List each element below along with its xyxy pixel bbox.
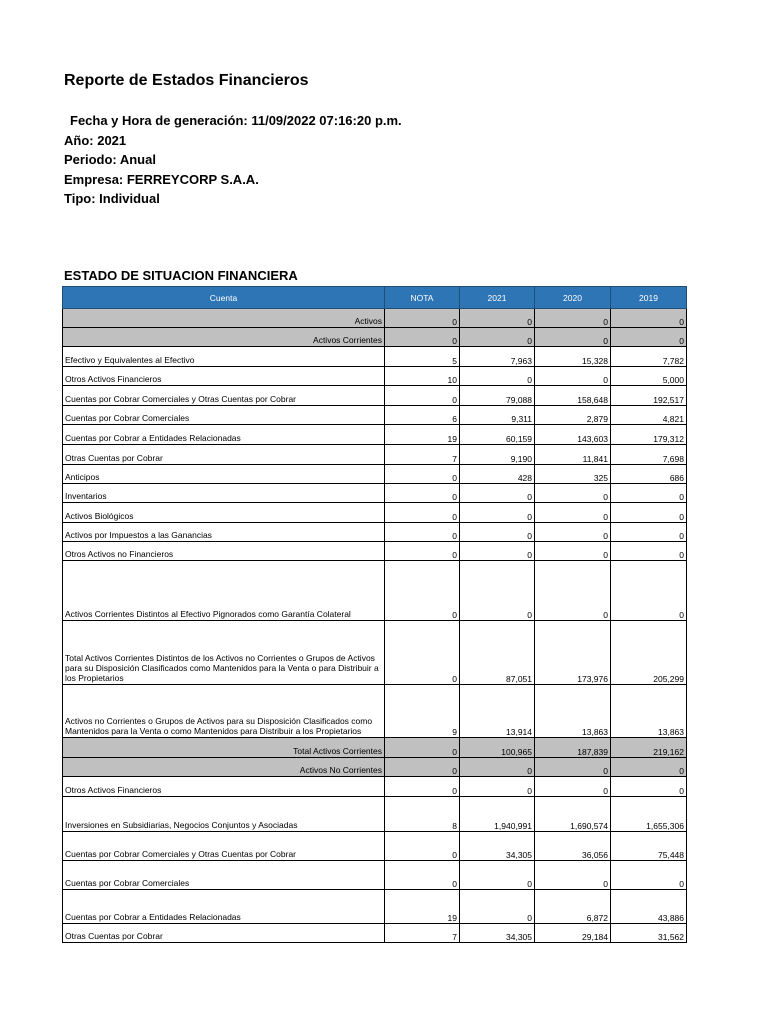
table-header-row: [63, 287, 687, 309]
header-2019: 2019: [611, 287, 687, 309]
table-row: [63, 861, 687, 890]
row-label: Total Activos Corrientes: [63, 738, 385, 758]
row-value-2021: 87,051: [460, 621, 535, 685]
table-row: [63, 685, 687, 738]
row-value-2021: 0: [460, 484, 535, 503]
row-value-2020: 15,328: [535, 347, 611, 367]
row-nota: 7: [385, 445, 460, 465]
row-nota: 0: [385, 777, 460, 797]
row-value-2021: 0: [460, 890, 535, 924]
row-label: Otras Cuentas por Cobrar: [63, 445, 385, 465]
row-value-2020: 0: [535, 777, 611, 797]
row-label: Cuentas por Cobrar Comerciales y Otras Cuentas por Cobrar: [63, 832, 385, 861]
row-value-2020: 0: [535, 367, 611, 386]
row-value-2020: 173,976: [535, 621, 611, 685]
row-value-2019: 43,886: [611, 890, 687, 924]
row-label: Inversiones en Subsidiarias, Negocios Conjuntos y Asociadas: [63, 797, 385, 832]
row-label: Otros Activos no Financieros: [63, 542, 385, 561]
row-value-2019: 192,517: [611, 386, 687, 406]
row-value-2019: 13,863: [611, 685, 687, 738]
table-row: [63, 328, 687, 347]
row-nota: 6: [385, 406, 460, 425]
row-value-2021: 60,159: [460, 425, 535, 445]
row-value-2021: 34,305: [460, 924, 535, 943]
row-label: Cuentas por Cobrar a Entidades Relacionadas: [63, 425, 385, 445]
row-nota: 0: [385, 328, 460, 347]
row-value-2019: 7,698: [611, 445, 687, 465]
row-nota: 0: [385, 523, 460, 542]
row-nota: 5: [385, 347, 460, 367]
row-value-2019: 0: [611, 503, 687, 523]
row-value-2019: 75,448: [611, 832, 687, 861]
row-value-2019: 5,000: [611, 367, 687, 386]
row-value-2021: 0: [460, 328, 535, 347]
table-row: [63, 542, 687, 561]
row-value-2021: 0: [460, 523, 535, 542]
report-title: Reporte de Estados Financieros: [64, 72, 309, 89]
table-row: [63, 890, 687, 924]
row-value-2021: 428: [460, 465, 535, 484]
header-nota: NOTA: [385, 287, 460, 309]
table-row: [63, 347, 687, 367]
row-label: Cuentas por Cobrar Comerciales: [63, 406, 385, 425]
statement-title: ESTADO DE SITUACION FINANCIERA: [64, 268, 298, 283]
row-value-2021: 0: [460, 777, 535, 797]
row-value-2020: 0: [535, 523, 611, 542]
row-label: Otros Activos Financieros: [63, 367, 385, 386]
row-nota: 0: [385, 861, 460, 890]
row-label: Activos Corrientes Distintos al Efectivo Pignorados como Garantía Colateral: [63, 561, 385, 621]
row-value-2021: 0: [460, 542, 535, 561]
row-nota: 0: [385, 542, 460, 561]
row-value-2021: 0: [460, 503, 535, 523]
table-row: [63, 386, 687, 406]
table-row: [63, 738, 687, 758]
row-value-2021: 0: [460, 861, 535, 890]
header-cuenta: Cuenta: [63, 287, 385, 309]
financial-statement-table: [62, 286, 687, 943]
row-value-2019: 0: [611, 777, 687, 797]
table-row: [63, 924, 687, 943]
row-nota: 0: [385, 758, 460, 777]
table-row: [63, 621, 687, 685]
row-nota: 19: [385, 890, 460, 924]
row-value-2020: 325: [535, 465, 611, 484]
report-year: Año: 2021: [64, 133, 127, 148]
table-row: [63, 406, 687, 425]
row-value-2021: 34,305: [460, 832, 535, 861]
row-nota: 10: [385, 367, 460, 386]
row-nota: 0: [385, 465, 460, 484]
row-value-2020: 2,879: [535, 406, 611, 425]
header-2021: 2021: [460, 287, 535, 309]
row-nota: 7: [385, 924, 460, 943]
row-label: Anticipos: [63, 465, 385, 484]
row-nota: 0: [385, 503, 460, 523]
row-label: Otras Cuentas por Cobrar: [63, 924, 385, 943]
table-row: [63, 797, 687, 832]
row-label: Cuentas por Cobrar a Entidades Relacionadas: [63, 890, 385, 924]
table-body: [63, 309, 687, 943]
row-value-2019: 1,655,306: [611, 797, 687, 832]
row-value-2019: 0: [611, 561, 687, 621]
row-nota: 0: [385, 832, 460, 861]
row-value-2019: 7,782: [611, 347, 687, 367]
row-value-2020: 13,863: [535, 685, 611, 738]
table-row: [63, 758, 687, 777]
row-value-2020: 0: [535, 503, 611, 523]
row-value-2019: 4,821: [611, 406, 687, 425]
header-2020: 2020: [535, 287, 611, 309]
row-value-2020: 158,648: [535, 386, 611, 406]
report-period: Periodo: Anual: [64, 152, 156, 167]
row-label: Otros Activos Financieros: [63, 777, 385, 797]
row-value-2021: 0: [460, 758, 535, 777]
row-value-2020: 143,603: [535, 425, 611, 445]
row-label: Efectivo y Equivalentes al Efectivo: [63, 347, 385, 367]
row-value-2019: 219,162: [611, 738, 687, 758]
row-value-2019: 205,299: [611, 621, 687, 685]
row-label: Activos: [63, 309, 385, 328]
row-value-2019: 686: [611, 465, 687, 484]
row-nota: 9: [385, 685, 460, 738]
row-label: Cuentas por Cobrar Comerciales y Otras Cuentas por Cobrar: [63, 386, 385, 406]
row-value-2020: 11,841: [535, 445, 611, 465]
row-value-2019: 31,562: [611, 924, 687, 943]
row-value-2020: 187,839: [535, 738, 611, 758]
row-value-2020: 0: [535, 328, 611, 347]
row-value-2020: 29,184: [535, 924, 611, 943]
row-value-2019: 179,312: [611, 425, 687, 445]
row-label: Activos Biológicos: [63, 503, 385, 523]
row-value-2020: 0: [535, 861, 611, 890]
row-value-2020: 0: [535, 561, 611, 621]
row-value-2021: 0: [460, 309, 535, 328]
row-nota: 0: [385, 621, 460, 685]
row-value-2020: 6,872: [535, 890, 611, 924]
row-label: Activos No Corrientes: [63, 758, 385, 777]
row-label: Cuentas por Cobrar Comerciales: [63, 861, 385, 890]
row-value-2020: 1,690,574: [535, 797, 611, 832]
row-nota: 0: [385, 386, 460, 406]
row-nota: 0: [385, 738, 460, 758]
table-row: [63, 445, 687, 465]
table-row: [63, 367, 687, 386]
row-nota: 0: [385, 561, 460, 621]
row-value-2021: 1,940,991: [460, 797, 535, 832]
row-value-2021: 0: [460, 367, 535, 386]
row-value-2019: 0: [611, 328, 687, 347]
table-row: [63, 523, 687, 542]
table-row: [63, 561, 687, 621]
row-nota: 0: [385, 484, 460, 503]
table-row: [63, 777, 687, 797]
row-label: Activos no Corrientes o Grupos de Activos para su Disposición Clasificados como Mantenidos para la Venta o como Mantenidos para Distribuir a los Propietarios: [63, 685, 385, 738]
table-row: [63, 425, 687, 445]
row-nota: 0: [385, 309, 460, 328]
table-row: [63, 503, 687, 523]
table-row: [63, 832, 687, 861]
row-value-2020: 0: [535, 309, 611, 328]
row-label: Activos por Impuestos a las Ganancias: [63, 523, 385, 542]
row-value-2020: 0: [535, 758, 611, 777]
row-value-2021: 13,914: [460, 685, 535, 738]
row-value-2019: 0: [611, 484, 687, 503]
row-value-2019: 0: [611, 861, 687, 890]
row-value-2021: 100,965: [460, 738, 535, 758]
table-row: [63, 309, 687, 328]
row-label: Activos Corrientes: [63, 328, 385, 347]
row-nota: 8: [385, 797, 460, 832]
report-company: Empresa: FERREYCORP S.A.A.: [64, 172, 259, 187]
table-row: [63, 484, 687, 503]
row-value-2019: 0: [611, 523, 687, 542]
row-value-2019: 0: [611, 758, 687, 777]
generation-datetime: Fecha y Hora de generación: 11/09/2022 07:16:20 p.m.: [70, 113, 402, 128]
row-value-2021: 9,311: [460, 406, 535, 425]
row-value-2021: 0: [460, 561, 535, 621]
report-type: Tipo: Individual: [64, 191, 160, 206]
row-value-2021: 79,088: [460, 386, 535, 406]
row-label: Total Activos Corrientes Distintos de los Activos no Corrientes o Grupos de Activos para su Disposición Clasificados como Mantenidos para la Venta o para Distribuir a los Propietarios: [63, 621, 385, 685]
row-value-2019: 0: [611, 542, 687, 561]
row-label: Inventarios: [63, 484, 385, 503]
row-value-2020: 36,056: [535, 832, 611, 861]
row-value-2021: 9,190: [460, 445, 535, 465]
row-value-2021: 7,963: [460, 347, 535, 367]
table-row: [63, 465, 687, 484]
row-value-2019: 0: [611, 309, 687, 328]
row-value-2020: 0: [535, 542, 611, 561]
row-value-2020: 0: [535, 484, 611, 503]
row-nota: 19: [385, 425, 460, 445]
